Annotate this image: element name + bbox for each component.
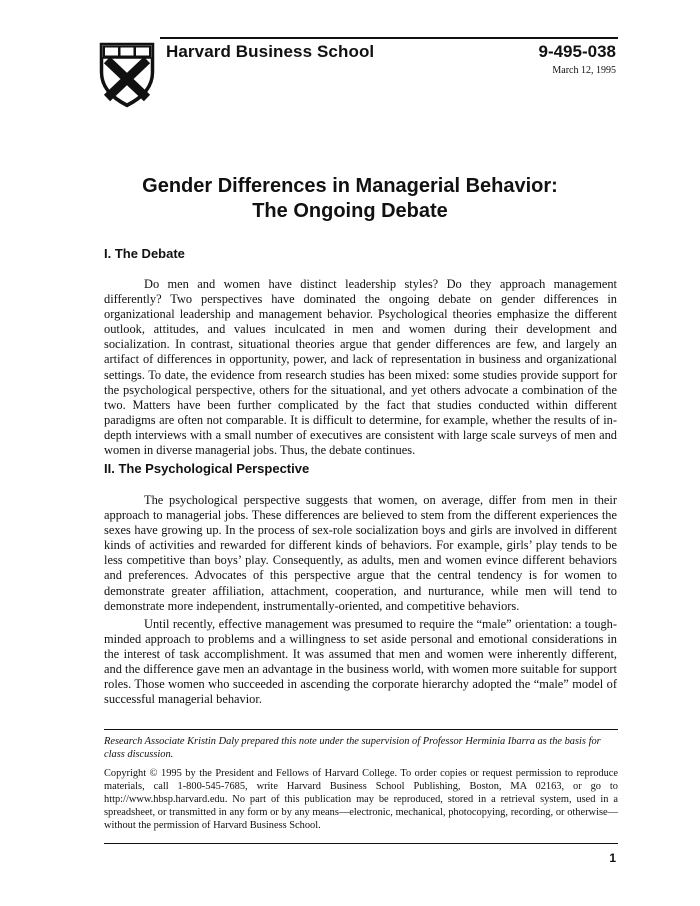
school-name: Harvard Business School (166, 42, 375, 61)
paragraph-psychological-2: Until recently, effective management was presumed to require the “male” orientation: a tough-minded approach to problems and a willingness to set aside personal and emotional considerations in the interest of task accomplishment. It was assumed that men and women were inherently different, and the difference gave men an advantage in the business world, with women more suitable for support roles. Those women who succeeded in ascending the corporate hierarchy adopted the “male” model of successful managerial behavior. (104, 617, 617, 707)
footer-rule (104, 843, 618, 844)
document-date: March 12, 1995 (552, 65, 616, 76)
header-rule (160, 37, 618, 39)
copyright-notice: Copyright © 1995 by the President and Fellows of Harvard College. To order copies or request permission to reproduce materials, call 1-800-545-7685, write Harvard Business School Publishing, Boston, MA 02163, or go to http://www.hbsp.harvard.edu. No part of this publication may be reproduced, stored in a retrieval system, used in a spreadsheet, or transmitted in any form or by any means—electronic, mechanical, photocopying, recording, or otherwise—without the permission of Harvard Business School. (104, 768, 618, 831)
section-heading-debate: I. The Debate (104, 246, 185, 261)
paragraph-psychological-1: The psychological perspective suggests that women, on average, differ from men in their approach to managerial jobs. These differences are believed to stem from the different experiences the sexes have growing up. In the process of sex-role socialization boys and girls are involved in different kinds of activities and rewarded for different kinds of behaviors. For example, girls’ play tends to be less competitive than boys’ play. Consequently, as adults, men and women evince different behaviors and preferences. Advocates of this perspective argue that the central tendency is for women to demonstrate greater affiliation, attachment, cooperation, and nurturance, while men will tend to demonstrate more independent, instrumentally-oriented, and competitive behaviors. (104, 493, 617, 613)
footnote-rule (104, 729, 618, 730)
document-title-line2: The Ongoing Debate (252, 200, 448, 222)
harvard-shield-icon (99, 42, 155, 108)
page-number: 1 (609, 851, 616, 865)
document-title-line1: Gender Differences in Managerial Behavior: (142, 175, 558, 197)
footnote: Research Associate Kristin Daly prepared this note under the supervision of Professor Herminia Ibarra as the basis for class discussion. (104, 736, 601, 760)
paragraph-debate: Do men and women have distinct leadership styles? Do they approach management differently? Two perspectives have dominated the ongoing debate on gender differences in organizational leadership and management behavior. Psychological theories emphasize the different outlook, attitudes, and values inculcated in men and women during their development and socialization. In contrast, situational theories argue that gender differences are few, and largely an artifact of differences in opportunity, power, and lack of representation in business and organizational settings. To date, the evidence from research studies has been mixed: some studies provide support for the psychological perspective, others for the situational, and yet others advocate a combination of the two. Matters have been further complicated by the fact that studies conducted within different paradigms are often not comparable. It is difficult to determine, for example, whether the results of in-depth interviews with a small number of executives are consistent with large scale surveys of men and women in diverse managerial jobs. Thus, the debate continues. (104, 277, 617, 458)
section-heading-psychological: II. The Psychological Perspective (104, 461, 310, 476)
document-number: 9-495-038 (538, 42, 616, 61)
